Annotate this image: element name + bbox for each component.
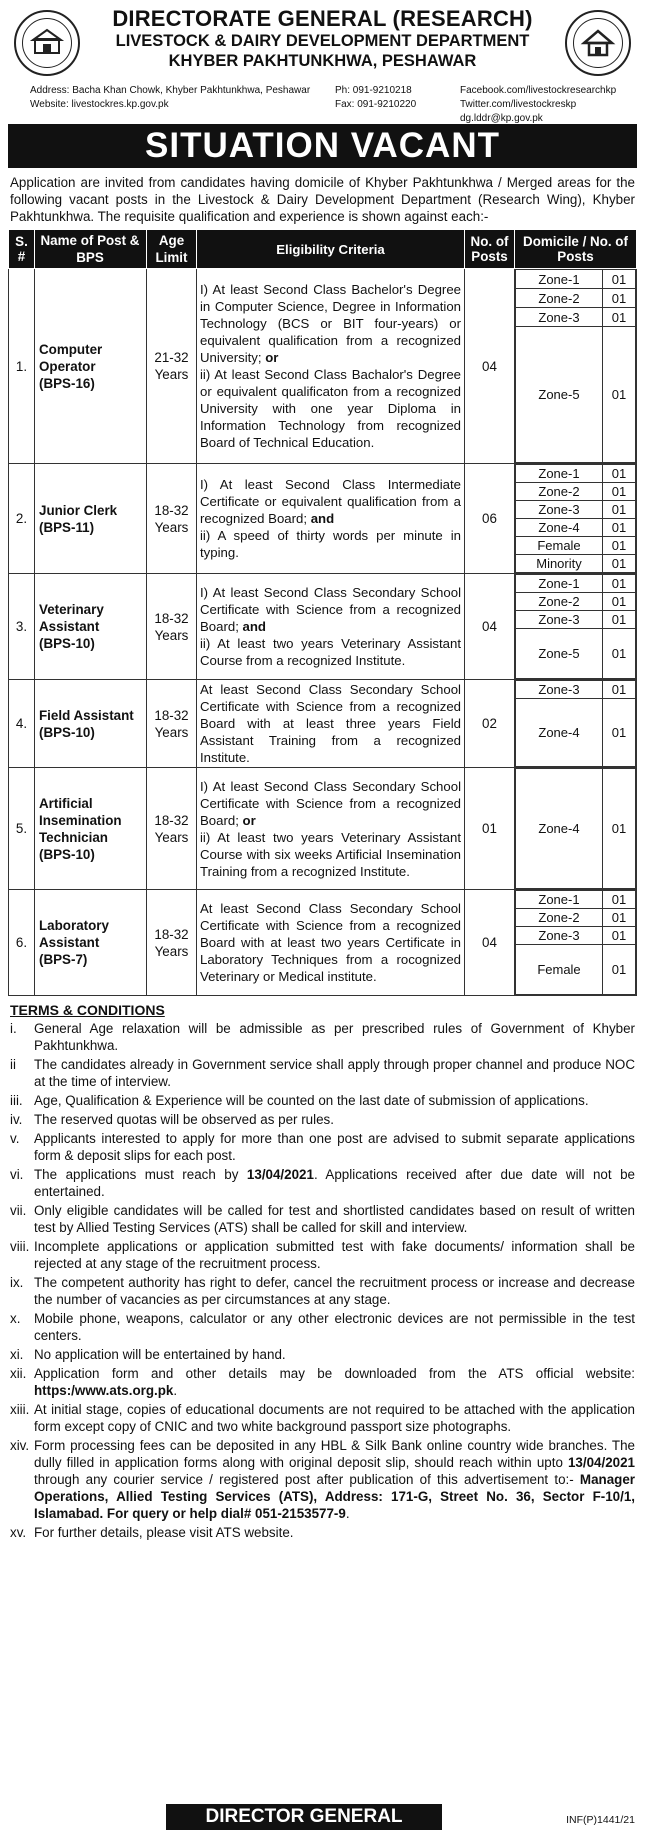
domicile-zone: Zone-2 [516, 593, 603, 611]
phone: Ph: 091-9210218 [335, 85, 412, 96]
domicile-row [516, 575, 636, 593]
row-sno: 6. [9, 890, 35, 996]
domicile-zone: Zone-4 [516, 769, 603, 889]
facebook: Facebook.com/livestockresearchkp [460, 85, 617, 96]
domicile-zone: Zone-3 [516, 308, 603, 327]
domicile-count: 01 [603, 699, 636, 767]
location-title: KHYBER PAKHTUNKHWA, PESHAWAR [168, 52, 477, 70]
department-logo-right [565, 10, 631, 76]
term-item [8, 1524, 637, 1541]
domicile-zone: Zone-3 [516, 927, 603, 945]
row-domicile [515, 574, 637, 680]
row-domicile [515, 269, 637, 464]
row-eligibility-criteria: I) At least Second Class Secondary School Certificate with Science from a recognized Board; and ii) At least two years Veterinary Assistant Course from a recognized Institute. [197, 574, 465, 680]
table-row [9, 269, 637, 464]
row-age-limit: 18-32 Years [147, 464, 197, 574]
term-item [8, 1238, 637, 1272]
term-text: The applications must reach by 13/04/2021. Applications received after due date will not be entertained. [34, 1167, 635, 1199]
domicile-zone: Zone-2 [516, 289, 603, 308]
domicile-count: 01 [603, 289, 636, 308]
post-bps: (BPS-7) [39, 952, 88, 967]
term-item [8, 1437, 637, 1522]
row-post-name [35, 464, 147, 574]
row-domicile [515, 464, 637, 574]
term-item [8, 1310, 637, 1344]
domicile-zone: Zone-5 [516, 629, 603, 679]
domicile-row [516, 327, 636, 463]
domicile-count: 01 [603, 270, 636, 289]
term-item [8, 1111, 637, 1128]
post-title: Computer Operator [39, 341, 103, 374]
term-item [8, 1365, 637, 1399]
domicile-row [516, 519, 636, 537]
domicile-row [516, 308, 636, 327]
term-item [8, 1020, 637, 1054]
post-title: Veterinary Assistant [39, 602, 104, 634]
col-domicile: Domicile / No. of Posts [515, 230, 637, 269]
row-no-of-posts: 02 [465, 680, 515, 768]
row-no-of-posts: 01 [465, 768, 515, 890]
terms-title: TERMS & CONDITIONS [10, 1002, 165, 1018]
domicile-zone: Minority [516, 555, 603, 573]
term-text: No application will be entertained by hand. [34, 1347, 286, 1362]
post-bps: (BPS-10) [39, 846, 95, 862]
post-bps: (BPS-11) [39, 519, 95, 535]
domicile-count: 01 [603, 555, 636, 573]
table-row [9, 464, 637, 574]
domicile-row [516, 270, 636, 289]
term-item [8, 1092, 637, 1109]
emblem-icon [29, 25, 65, 61]
advert-reference: INF(P)1441/21 [566, 1814, 635, 1826]
domicile-count: 01 [603, 909, 636, 927]
table-row [9, 680, 637, 768]
term-text: For further details, please visit ATS website. [34, 1525, 294, 1540]
situation-vacant-banner: SITUATION VACANT [8, 124, 637, 168]
row-sno: 2. [9, 464, 35, 574]
post-title: Laboratory Assistant [39, 918, 109, 950]
term-text: Incomplete applications or application submitted test with fake documents/ information shall be rejected at any stage of the recruitment process. [34, 1239, 635, 1271]
domicile-count: 01 [603, 575, 636, 593]
email: dg.lddr@kp.gov.pk [460, 113, 543, 124]
domicile-table [515, 464, 636, 573]
row-eligibility-criteria: I) At least Second Class Intermediate Certificate or equivalent qualification from a recognized Board; and ii) A speed of thirty words per minute in typing. [197, 464, 465, 574]
term-number: ix. [10, 1275, 24, 1290]
header-titles [88, 6, 557, 71]
table-row [9, 890, 637, 996]
term-text: Applicants interested to apply for more than one post are advised to submit separate applications form & deposit slips for each post. [34, 1131, 635, 1163]
intro-paragraph: Application are invited from candidates having domicile of Khyber Pakhtunkhwa / Merged areas for the following vacant posts in the Livestock & Dairy Development Department (Research Wing), Khyber Pakhtunkhwa. The requisite qualification and experience is shown against each:- [10, 175, 635, 224]
term-number: iv. [10, 1112, 23, 1127]
row-domicile [515, 768, 637, 890]
directorate-title: DIRECTORATE GENERAL (RESEARCH) [112, 6, 533, 31]
row-post-name [35, 768, 147, 890]
domicile-count: 01 [603, 537, 636, 555]
term-number: xiv. [10, 1438, 30, 1453]
domicile-zone: Zone-3 [516, 611, 603, 629]
domicile-count: 01 [603, 483, 636, 501]
address: Address: Bacha Khan Chowk, Khyber Pakhtunkhwa, Peshawar [30, 85, 311, 96]
term-item [8, 1056, 637, 1090]
row-age-limit: 21-32 Years [147, 269, 197, 464]
row-sno: 3. [9, 574, 35, 680]
term-number: xiii. [10, 1402, 30, 1417]
row-eligibility-criteria: I) At least Second Class Secondary School Certificate with Science from a recognized Board; or ii) At least two years Veterinary Assistant Course with six weeks Artificial Insemination Training from a recognized Institute. [197, 768, 465, 890]
domicile-count: 01 [603, 611, 636, 629]
post-bps: (BPS-10) [39, 724, 95, 740]
term-number: xv. [10, 1525, 27, 1540]
header [8, 6, 637, 124]
row-domicile [515, 680, 637, 768]
vacancies-table [8, 229, 637, 996]
domicile-zone: Zone-4 [516, 699, 603, 767]
domicile-zone: Zone-2 [516, 909, 603, 927]
fax: Fax: 091-9210220 [335, 99, 417, 110]
domicile-table [515, 890, 636, 995]
row-eligibility-criteria: At least Second Class Secondary School Certificate with Science from a recognized Board with at least two years Certificate in Laboratory Techniques from a rocognized Veterinary or Medical institute. [197, 890, 465, 996]
table-row [9, 768, 637, 890]
footer [0, 1800, 645, 1830]
domicile-row [516, 611, 636, 629]
domicile-zone: Zone-5 [516, 327, 603, 463]
domicile-row [516, 465, 636, 483]
term-item [8, 1274, 637, 1308]
domicile-count: 01 [603, 308, 636, 327]
department-logo-left [14, 10, 80, 76]
col-posts: No. of Posts [465, 230, 515, 269]
post-title: Artificial Insemination Technician [39, 795, 122, 845]
domicile-row [516, 945, 636, 995]
domicile-zone: Zone-3 [516, 501, 603, 519]
term-item [8, 1166, 637, 1200]
row-age-limit: 18-32 Years [147, 574, 197, 680]
post-title: Field Assistant [39, 707, 134, 723]
col-post-name: Name of Post & BPS [35, 230, 147, 269]
domicile-zone: Zone-4 [516, 519, 603, 537]
term-item [8, 1202, 637, 1236]
row-sno: 1. [9, 269, 35, 464]
domicile-row [516, 289, 636, 308]
domicile-zone: Zone-2 [516, 483, 603, 501]
domicile-table [515, 768, 636, 889]
term-number: vi. [10, 1167, 24, 1182]
term-text: Mobile phone, weapons, calculator or any other electronic devices are not permissible in the test centers. [34, 1311, 635, 1343]
table-body [9, 269, 637, 996]
term-number: iii. [10, 1093, 23, 1108]
domicile-count: 01 [603, 681, 636, 699]
term-number: xii. [10, 1366, 27, 1381]
term-text: The reserved quotas will be observed as per rules. [34, 1112, 334, 1127]
terms-list [8, 1020, 637, 1541]
table-header-row [9, 230, 637, 269]
contact-info [30, 84, 631, 126]
domicile-row [516, 927, 636, 945]
term-item [8, 1401, 637, 1435]
row-post-name [35, 269, 147, 464]
term-item [8, 1346, 637, 1363]
domicile-row [516, 769, 636, 889]
term-text: Form processing fees can be deposited in any HBL & Silk Bank online country wide branches. The dully filled in application forms along with original deposit slip, should reach within upto 13/04/2021 through any courier service / registered post after publication of this advertisement to:- Manager Operations, Allied Testing Services (ATS), Address: 171-G, Street No. 36, Sector F-10/1, Islamabad. For query or help dial# 051-2153577-9. [34, 1438, 635, 1521]
domicile-count: 01 [603, 769, 636, 889]
website: Website: livestockres.kp.gov.pk [30, 99, 169, 110]
term-text: Only eligible candidates will be called for test and shortlisted candidates based on result of written test by Allied Testing Services (ATS) shall be called for skill and interview. [34, 1203, 635, 1235]
domicile-zone: Female [516, 945, 603, 995]
domicile-count: 01 [603, 465, 636, 483]
col-criteria: Eligibility Criteria [197, 230, 465, 269]
row-sno: 5. [9, 768, 35, 890]
domicile-count: 01 [603, 629, 636, 679]
table-row [9, 574, 637, 680]
term-item [8, 1130, 637, 1164]
domicile-row [516, 629, 636, 679]
row-eligibility-criteria: At least Second Class Secondary School Certificate with Science from a recognized Board with at least three years Field Assistant Training from a recognized Institute. [197, 680, 465, 768]
row-age-limit: 18-32 Years [147, 680, 197, 768]
domicile-zone: Zone-3 [516, 681, 603, 699]
row-no-of-posts: 04 [465, 890, 515, 996]
term-number: vii. [10, 1203, 27, 1218]
row-no-of-posts: 06 [465, 464, 515, 574]
post-bps: (BPS-10) [39, 636, 95, 651]
domicile-row [516, 555, 636, 573]
term-text: The competent authority has right to defer, cancel the recruitment process or increase and decrease the number of vacancies as per circumstances at any stage. [34, 1275, 635, 1307]
term-text: At initial stage, copies of educational documents are not required to be attached with the application form except copy of CNIC and two white background passport size photographs. [34, 1402, 635, 1434]
department-title: LIVESTOCK & DAIRY DEVELOPMENT DEPARTMENT [115, 32, 530, 50]
row-post-name [35, 890, 147, 996]
term-number: i. [10, 1021, 17, 1036]
domicile-count: 01 [603, 501, 636, 519]
row-no-of-posts: 04 [465, 574, 515, 680]
col-sno: S. # [9, 230, 35, 269]
domicile-table [515, 574, 636, 679]
domicile-row [516, 909, 636, 927]
row-no-of-posts: 04 [465, 269, 515, 464]
house-icon [580, 25, 616, 61]
domicile-table [515, 680, 636, 767]
row-age-limit: 18-32 Years [147, 890, 197, 996]
row-post-name [35, 680, 147, 768]
domicile-table [515, 269, 636, 463]
term-number: xi. [10, 1347, 24, 1362]
domicile-count: 01 [603, 519, 636, 537]
row-sno: 4. [9, 680, 35, 768]
term-text: The candidates already in Government service shall apply through proper channel and produce NOC at the time of interview. [34, 1057, 635, 1089]
twitter: Twitter.com/livestockreskp [460, 99, 577, 110]
signatory: DIRECTOR GENERAL [166, 1804, 442, 1830]
row-domicile [515, 890, 637, 996]
domicile-zone: Zone-1 [516, 270, 603, 289]
term-text: Application form and other details may be downloaded from the ATS official website: https:/www.ats.org.pk. [34, 1366, 635, 1398]
domicile-row [516, 891, 636, 909]
domicile-row [516, 537, 636, 555]
row-eligibility-criteria: I) At least Second Class Bachelor's Degree in Computer Science, Degree in Information Technology (BCS or BIT four-years) or equivalent qualification from a recognized University; or ii) At least Second Class Bachalor's Degree or equivalent qualificaton from a recognized University with one year Diploma in Information Technology from recognized Board of Technical Education. [197, 269, 465, 464]
term-number: viii. [10, 1239, 30, 1254]
row-age-limit: 18-32 Years [147, 768, 197, 890]
term-number: ii [10, 1057, 16, 1072]
domicile-row [516, 483, 636, 501]
domicile-row [516, 593, 636, 611]
row-post-name [35, 574, 147, 680]
domicile-zone: Zone-1 [516, 575, 603, 593]
domicile-zone: Zone-1 [516, 465, 603, 483]
domicile-zone: Female [516, 537, 603, 555]
post-bps: (BPS-16) [39, 375, 95, 391]
term-number: x. [10, 1311, 21, 1326]
domicile-count: 01 [603, 891, 636, 909]
term-text: General Age relaxation will be admissible as per prescribed rules of Government of Khyber Pakhtunkhwa. [34, 1021, 635, 1053]
post-title: Junior Clerk [39, 502, 118, 518]
domicile-count: 01 [603, 327, 636, 463]
domicile-count: 01 [603, 593, 636, 611]
domicile-count: 01 [603, 945, 636, 995]
domicile-count: 01 [603, 927, 636, 945]
term-number: v. [10, 1131, 20, 1146]
term-text: Age, Qualification & Experience will be counted on the last date of submission of applications. [34, 1093, 589, 1108]
domicile-row [516, 699, 636, 767]
col-age: Age Limit [147, 230, 197, 269]
domicile-zone: Zone-1 [516, 891, 603, 909]
domicile-row [516, 681, 636, 699]
domicile-row [516, 501, 636, 519]
